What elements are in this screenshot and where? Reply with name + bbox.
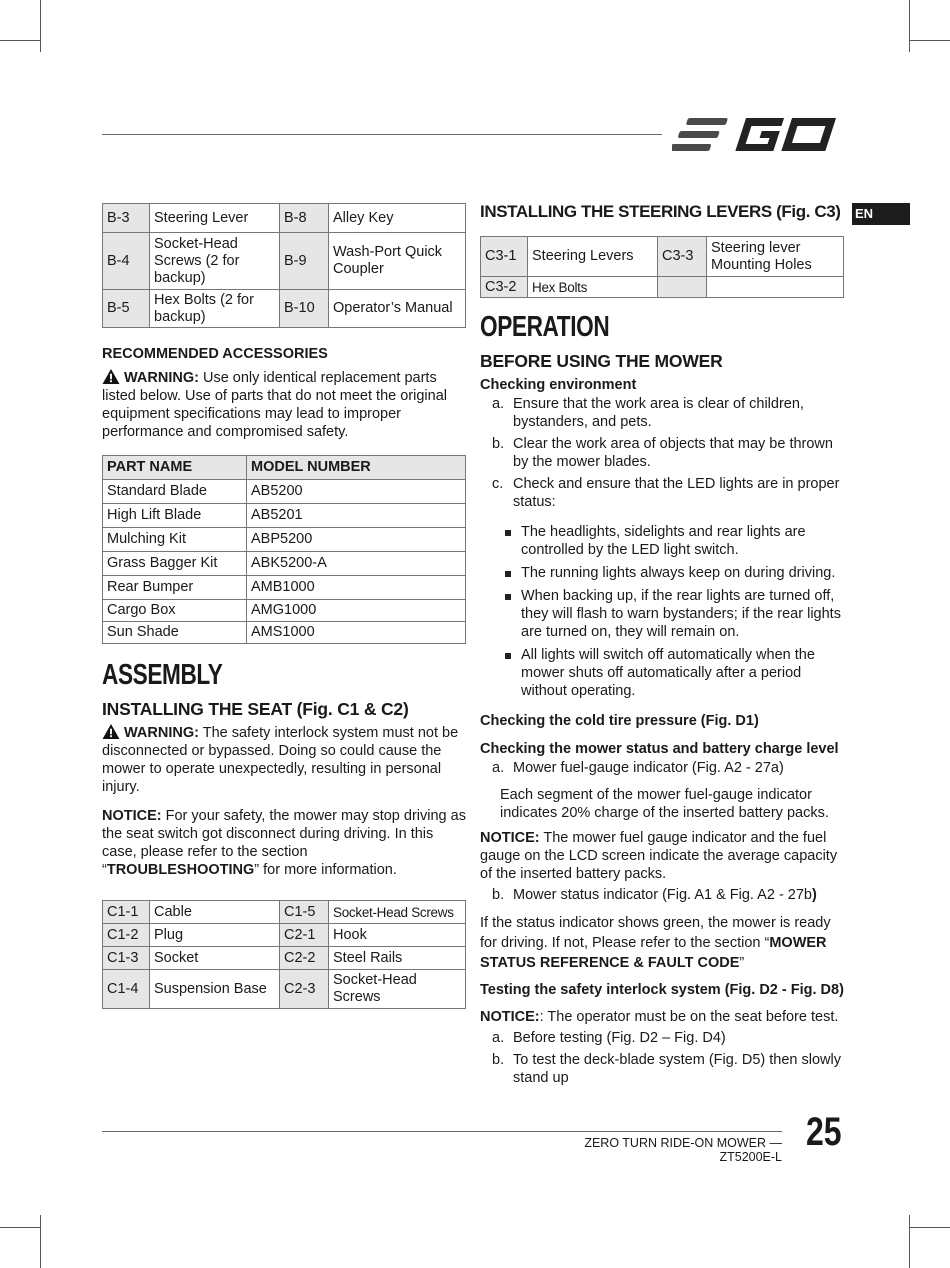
warning-label: WARNING:	[124, 725, 199, 741]
table-cell: AMB1000	[247, 576, 466, 600]
table-cell: C3-1	[481, 237, 528, 277]
status-list-a	[480, 759, 846, 777]
seat-notice	[102, 807, 466, 879]
table-cell: Socket-Head Screws	[329, 970, 466, 1009]
header-rule	[102, 134, 662, 135]
table-cell: ABK5200-A	[247, 552, 466, 576]
table-cell: C3-3	[658, 237, 707, 277]
table-cell: B-5	[103, 290, 150, 328]
table-row	[103, 290, 466, 328]
crop-mark	[909, 1227, 950, 1228]
list-text: Ensure that the work area is clear of children, bystanders, and pets.	[513, 396, 804, 430]
table-cell: Mulching Kit	[103, 528, 247, 552]
table-cell: AMG1000	[247, 600, 466, 622]
operation-heading: OPERATION	[480, 311, 610, 343]
column-header: PART NAME	[103, 456, 247, 480]
table-cell: C2-2	[280, 947, 329, 970]
list-item	[480, 395, 846, 431]
table-cell: Cargo Box	[103, 600, 247, 622]
table-row	[481, 277, 844, 298]
notice-reference: TROUBLESHOOTING	[106, 862, 255, 878]
table-cell: Steering lever Mounting Holes	[707, 237, 844, 277]
table-cell: Socket	[150, 947, 280, 970]
table-row	[103, 204, 466, 233]
table-cell: AB5201	[247, 504, 466, 528]
seat-parts-table	[102, 900, 466, 1009]
list-item	[480, 886, 846, 904]
list-item: When backing up, if the rear lights are turned off, they will flash to warn bystanders; if the rear lights are turned on, they will remain on.	[480, 587, 846, 641]
table-row	[103, 600, 466, 622]
assembly-heading: ASSEMBLY	[102, 659, 223, 691]
table-row	[103, 924, 466, 947]
table-cell: Standard Blade	[103, 480, 247, 504]
list-text: Before testing (Fig. D2 – Fig. D4)	[513, 1030, 726, 1046]
accessories-table	[102, 455, 466, 644]
list-marker: b.	[492, 887, 505, 903]
table-cell: Hook	[329, 924, 466, 947]
crop-mark	[909, 1215, 910, 1268]
warning-icon	[102, 724, 120, 739]
footer-doc-title: ZERO TURN RIDE-ON MOWER — ZT5200E-L	[584, 1136, 782, 1164]
table-cell: High Lift Blade	[103, 504, 247, 528]
paragraph-text: If the status indicator shows green, the mower is ready for driving. If not, Please refer to the section “	[480, 915, 831, 951]
table-cell: Rear Bumper	[103, 576, 247, 600]
table-cell: Operator’s Manual	[329, 290, 466, 328]
table-cell: C3-2	[481, 277, 528, 298]
table-cell: Socket-Head Screws (2 for backup)	[150, 233, 280, 290]
mower-status-heading: Checking the mower status and battery charge level	[480, 741, 839, 757]
list-marker: b.	[492, 1052, 505, 1068]
accessories-warning	[102, 369, 466, 441]
table-cell: B-4	[103, 233, 150, 290]
table-cell: Socket-Head Screws	[329, 901, 466, 924]
led-status-list	[480, 523, 846, 700]
warning-text: The safety interlock system must not be disconnected or bypassed. Doing so could cause the mower to operate unexpectedly, resulting in personal injury.	[102, 725, 459, 795]
steering-heading: INSTALLING THE STEERING LEVERS (Fig. C3)	[480, 202, 841, 221]
list-text: Mower status indicator (Fig. A1 & Fig. A2 - 27b	[513, 887, 812, 903]
table-row	[103, 970, 466, 1009]
table-cell: B-10	[280, 290, 329, 328]
interlock-heading: Testing the safety interlock system (Fig. D2 - Fig. D8)	[480, 982, 844, 998]
list-item	[480, 475, 846, 511]
list-item	[480, 759, 846, 777]
table-cell: C1-5	[280, 901, 329, 924]
section-reference: MOWER STATUS REFERENCE & FAULT CODE	[480, 935, 827, 971]
left-column	[102, 203, 466, 1009]
tire-pressure-heading: Checking the cold tire pressure (Fig. D1)	[480, 713, 759, 729]
list-marker: a.	[492, 396, 505, 412]
environment-list	[480, 395, 846, 511]
list-marker: a.	[492, 1030, 505, 1046]
table-row	[103, 947, 466, 970]
table-cell: C1-1	[103, 901, 150, 924]
table-cell: C1-4	[103, 970, 150, 1009]
list-item: The running lights always keep on during driving.	[480, 564, 846, 582]
crop-mark	[0, 40, 40, 41]
list-item: All lights will switch off automatically when the mower shuts off automatically after a period without operating.	[480, 646, 846, 700]
crop-mark	[909, 40, 950, 41]
notice-text: ” for more information.	[254, 862, 397, 878]
notice-label: NOTICE:	[480, 830, 540, 846]
notice-text: The mower fuel gauge indicator and the fuel gauge on the LCD screen indicate the average capacity of the inserted battery packs.	[480, 830, 838, 882]
table-cell: AMS1000	[247, 622, 466, 644]
table-row	[103, 901, 466, 924]
list-marker: b.	[492, 436, 505, 452]
crop-mark	[909, 0, 910, 52]
table-cell: B-9	[280, 233, 329, 290]
accessories-heading: RECOMMENDED ACCESSORIES	[102, 346, 328, 362]
table-cell: Plug	[150, 924, 280, 947]
table-cell: ABP5200	[247, 528, 466, 552]
table-cell: Alley Key	[329, 204, 466, 233]
table-row	[103, 622, 466, 644]
steering-parts-table	[480, 236, 844, 298]
warning-icon	[102, 369, 120, 384]
crop-mark	[40, 0, 41, 52]
table-cell: B-8	[280, 204, 329, 233]
table-cell: Hex Bolts	[528, 277, 658, 298]
table-row	[103, 480, 466, 504]
list-item	[480, 1029, 846, 1047]
status-list-b	[480, 886, 846, 904]
notice-label: NOTICE:	[102, 808, 162, 824]
before-using-heading: BEFORE USING THE MOWER	[480, 351, 723, 371]
list-marker: a.	[492, 760, 505, 776]
table-cell: C1-2	[103, 924, 150, 947]
table-cell: Steering Levers	[528, 237, 658, 277]
notice-text: For your safety, the mower may stop driving as the seat switch got disconnect during driving. In this case, please refer to the section “	[102, 808, 466, 878]
table-cell: AB5200	[247, 480, 466, 504]
seat-heading: INSTALLING THE SEAT (Fig. C1 & C2)	[102, 699, 409, 719]
fuel-gauge-detail: Each segment of the mower fuel-gauge indicator indicates 20% charge of the inserted battery packs.	[500, 787, 829, 821]
table-cell: B-3	[103, 204, 150, 233]
language-tab: EN	[852, 203, 910, 225]
table-row	[103, 552, 466, 576]
table-cell	[658, 277, 707, 298]
list-text: Clear the work area of objects that may be thrown by the mower blades.	[513, 436, 833, 470]
notice-label: NOTICE:	[480, 1009, 540, 1025]
list-text: To test the deck-blade system (Fig. D5) then slowly stand up	[513, 1052, 841, 1086]
table-cell: Sun Shade	[103, 622, 247, 644]
table-cell: Cable	[150, 901, 280, 924]
column-header: MODEL NUMBER	[247, 456, 466, 480]
list-text: Check and ensure that the LED lights are in proper status:	[513, 476, 840, 510]
footer-rule	[102, 1131, 782, 1132]
page-number: 25	[806, 1110, 842, 1154]
table-row	[103, 504, 466, 528]
table-cell: Steel Rails	[329, 947, 466, 970]
list-item	[480, 1051, 846, 1087]
table-cell	[707, 277, 844, 298]
list-marker: c.	[492, 476, 504, 492]
table-row	[103, 233, 466, 290]
table-cell: C1-3	[103, 947, 150, 970]
table-cell: Steering Lever	[150, 204, 280, 233]
warning-label: WARNING:	[124, 370, 199, 386]
table-cell: Grass Bagger Kit	[103, 552, 247, 576]
fuel-gauge-notice	[480, 829, 846, 883]
list-text: Mower fuel-gauge indicator (Fig. A2 - 27a)	[513, 760, 784, 776]
table-header-row	[103, 456, 466, 480]
crop-mark	[40, 1215, 41, 1268]
paragraph-text: ”	[739, 955, 745, 971]
notice-text: : The operator must be on the seat before test.	[539, 1009, 839, 1025]
table-cell: C2-3	[280, 970, 329, 1009]
interlock-notice	[480, 1008, 846, 1026]
ego-logo	[672, 112, 844, 156]
status-indicator-paragraph	[480, 913, 846, 973]
list-item: The headlights, sidelights and rear lights are controlled by the LED light switch.	[480, 523, 846, 559]
crop-mark	[0, 1227, 40, 1228]
table-cell: C2-1	[280, 924, 329, 947]
table-row	[103, 576, 466, 600]
table-row	[103, 528, 466, 552]
interlock-list	[480, 1029, 846, 1087]
right-column	[480, 203, 846, 1087]
list-item	[480, 435, 846, 471]
warning-text: Use only identical replacement parts listed below. Use of parts that do not meet the original equipment specifications may lead to improper performance and compromised safety.	[102, 370, 447, 440]
table-cell: Hex Bolts (2 for backup)	[150, 290, 280, 328]
seat-warning	[102, 724, 466, 796]
environment-heading: Checking environment	[480, 377, 637, 393]
parts-table-b	[102, 203, 466, 328]
list-text: )	[812, 887, 817, 903]
table-cell: Suspension Base	[150, 970, 280, 1009]
table-cell: Wash-Port Quick Coupler	[329, 233, 466, 290]
table-row	[481, 237, 844, 277]
